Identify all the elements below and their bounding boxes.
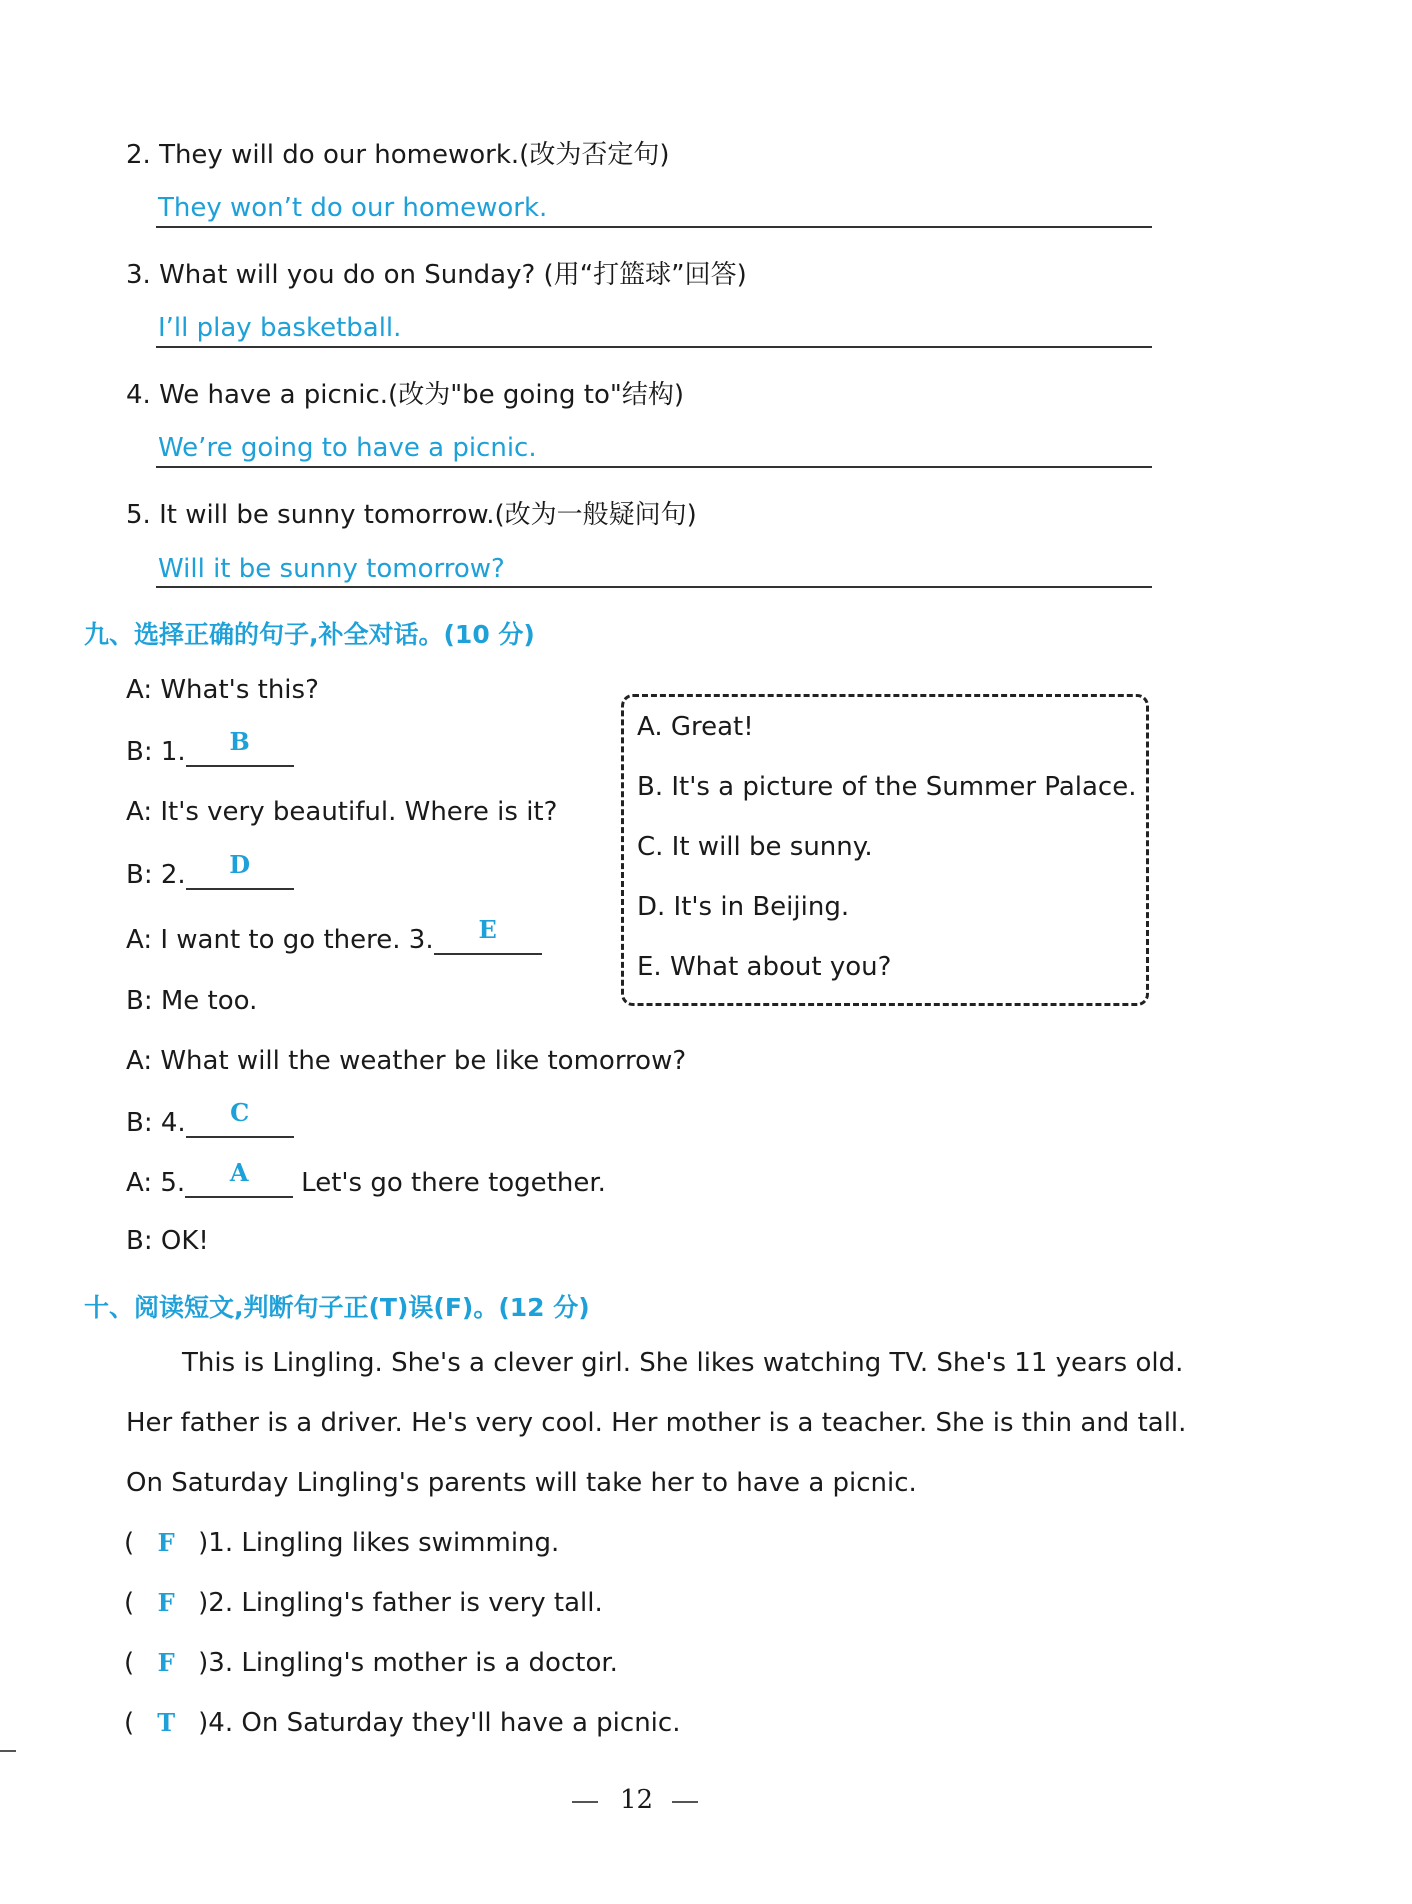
rewrite-answer-4: We’re going to have a picnic. xyxy=(158,433,537,463)
blank-answer-1: B xyxy=(229,727,250,756)
option-a: A. Great! xyxy=(637,712,754,742)
tf-text-4: )4. On Saturday they'll have a picnic. xyxy=(198,1708,681,1738)
paren-open: ( xyxy=(124,1708,135,1738)
option-e: E. What about you? xyxy=(637,952,892,982)
option-c: C. It will be sunny. xyxy=(637,832,873,862)
answer-line xyxy=(156,466,1152,468)
dialogue-suffix: Let's go there together. xyxy=(301,1168,606,1198)
tf-item-2 xyxy=(124,1588,603,1618)
tf-item-3 xyxy=(124,1648,618,1678)
tf-answer-1: F xyxy=(157,1528,175,1557)
rewrite-question-4: 4. We have a picnic.(改为"be going to"结构) xyxy=(126,380,685,410)
tf-answer-2: F xyxy=(157,1588,175,1617)
dialogue-prefix: B: 4. xyxy=(126,1108,186,1138)
answer-blank-2 xyxy=(186,850,294,890)
answer-blank-1 xyxy=(186,727,294,767)
answer-line xyxy=(156,586,1152,588)
rewrite-question-2: 2. They will do our homework.(改为否定句) xyxy=(126,140,670,170)
paren-open: ( xyxy=(124,1588,135,1618)
passage-line-2: Her father is a driver. He's very cool. Her mother is a teacher. She is thin and tall. xyxy=(126,1408,1187,1438)
dialogue-line-9 xyxy=(126,1158,606,1198)
section-9-title: 九、选择正确的句子,补全对话。(10 分) xyxy=(84,620,535,649)
tf-answer-4: T xyxy=(157,1708,176,1737)
page-dash-right xyxy=(672,1801,698,1803)
rewrite-question-5: 5. It will be sunny tomorrow.(改为一般疑问句) xyxy=(126,500,697,530)
passage-line-1: This is Lingling. She's a clever girl. She likes watching TV. She's 11 years old. xyxy=(182,1348,1184,1378)
dialogue-line-7: A: What will the weather be like tomorrow? xyxy=(126,1046,687,1076)
tf-item-4 xyxy=(124,1708,680,1738)
rewrite-question-3: 3. What will you do on Sunday? (用“打篮球”回答) xyxy=(126,260,747,290)
dialogue-prefix: B: 2. xyxy=(126,860,186,890)
rewrite-answer-2: They won’t do our homework. xyxy=(158,193,548,223)
dialogue-prefix: A: I want to go there. 3. xyxy=(126,925,434,955)
paren-open: ( xyxy=(124,1528,135,1558)
blank-answer-5: A xyxy=(229,1158,249,1187)
page-number: 12 xyxy=(620,1785,654,1815)
blank-answer-2: D xyxy=(229,850,251,879)
dialogue-line-6: B: Me too. xyxy=(126,986,258,1016)
tf-text-1: )1. Lingling likes swimming. xyxy=(198,1528,560,1558)
dialogue-prefix: B: 1. xyxy=(126,737,186,767)
answer-blank-3 xyxy=(434,915,542,955)
answer-line xyxy=(156,226,1152,228)
rewrite-answer-3: I’ll play basketball. xyxy=(158,313,402,343)
dialogue-line-2 xyxy=(126,727,294,767)
dialogue-line-5 xyxy=(126,915,542,955)
rewrite-answer-5: Will it be sunny tomorrow? xyxy=(158,554,505,584)
tf-text-2: )2. Lingling's father is very tall. xyxy=(198,1588,603,1618)
page-dash-left xyxy=(572,1801,598,1803)
dialogue-line-1: A: What's this? xyxy=(126,675,319,705)
passage-line-3: On Saturday Lingling's parents will take her to have a picnic. xyxy=(126,1468,917,1498)
tf-answer-3: F xyxy=(157,1648,175,1677)
answer-blank-5 xyxy=(185,1158,293,1198)
paren-open: ( xyxy=(124,1648,135,1678)
answer-blank-4 xyxy=(186,1098,294,1138)
tf-text-3: )3. Lingling's mother is a doctor. xyxy=(198,1648,618,1678)
edge-mark xyxy=(0,1750,16,1752)
blank-answer-4: C xyxy=(230,1098,250,1127)
dialogue-line-3: A: It's very beautiful. Where is it? xyxy=(126,797,558,827)
dialogue-line-10: B: OK! xyxy=(126,1226,209,1256)
blank-answer-3: E xyxy=(478,915,497,944)
dialogue-line-4 xyxy=(126,850,294,890)
option-d: D. It's in Beijing. xyxy=(637,892,850,922)
tf-item-1 xyxy=(124,1528,559,1558)
dialogue-prefix: A: 5. xyxy=(126,1168,186,1198)
option-b: B. It's a picture of the Summer Palace. xyxy=(637,772,1137,802)
answer-line xyxy=(156,346,1152,348)
dialogue-line-8 xyxy=(126,1098,294,1138)
section-10-title: 十、阅读短文,判断句子正(T)误(F)。(12 分) xyxy=(84,1293,590,1322)
